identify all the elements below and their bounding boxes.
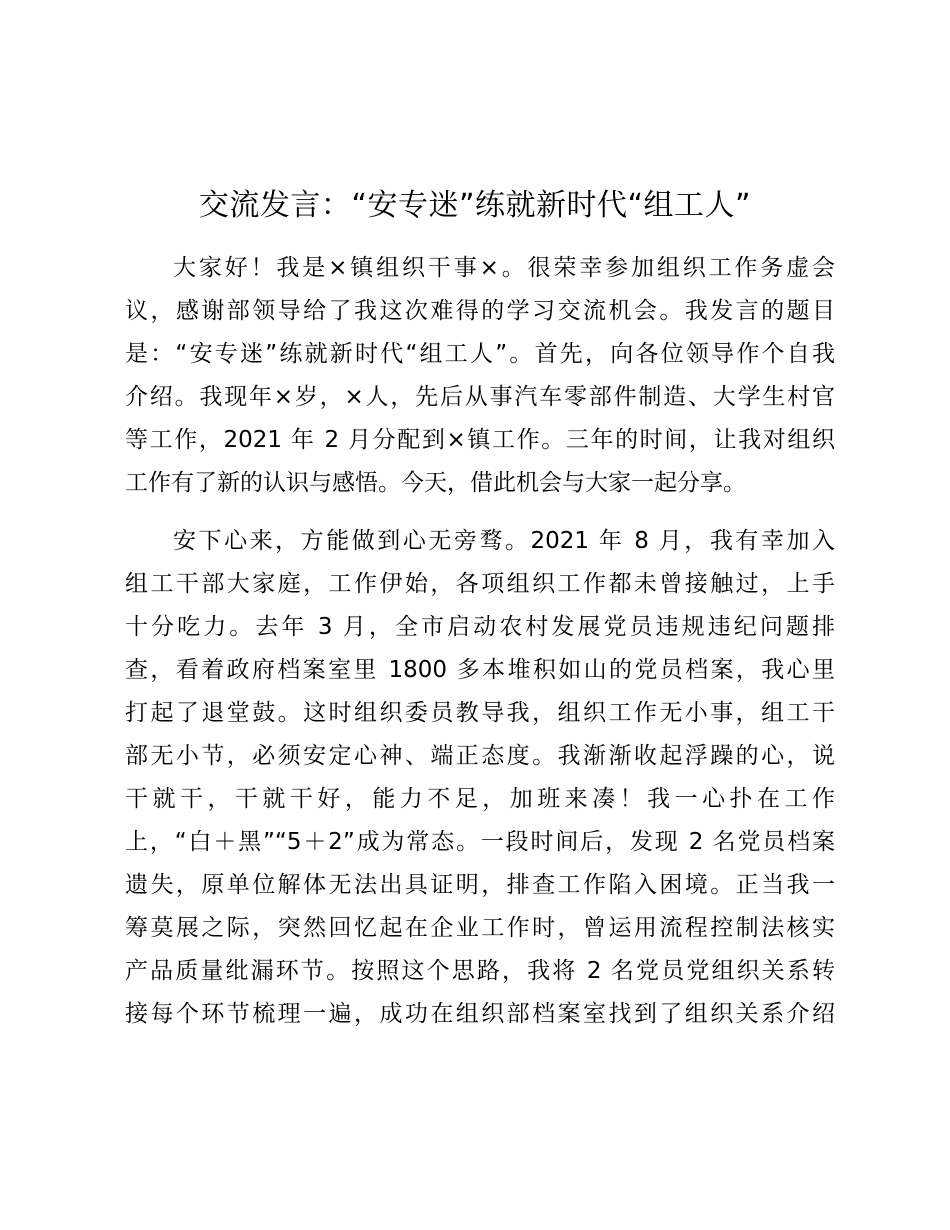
paragraph-line: 接每个环节梳理一遍，成功在组织部档案室找到了组织关系介绍 [125,1001,835,1027]
paragraph-line: 遗失，原单位解体无法出具证明，排查工作陷入困境。正当我一 [125,872,835,898]
paragraph-line: 组工干部大家庭，工作伊始，各项组织工作都未曾接触过，上手 [125,571,835,597]
paragraph-line: 筹莫展之际，突然回忆起在企业工作时，曾运用流程控制法核实 [125,915,835,941]
paragraph-line: 查，看着政府档案室里 1800 多本堆积如山的党员档案，我心里 [125,657,835,683]
paragraph-line: 安下心来，方能做到心无旁骛。2021 年 8 月，我有幸加入 [173,528,835,554]
paragraph-line: 介绍。我现年×岁，×人，先后从事汽车零部件制造、大学生村官 [125,384,835,410]
paragraph-line: 打起了退堂鼓。这时组织委员教导我，组织工作无小事，组工干 [125,700,835,726]
paragraph-line: 产品质量纰漏环节。按照这个思路，我将 2 名党员党组织关系转 [125,958,835,984]
paragraph-line: 等工作，2021 年 2 月分配到×镇工作。三年的时间，让我对组织 [125,427,835,453]
paragraph-line: 干就干，干就干好，能力不足，加班来凑！我一心扑在工作 [125,786,835,812]
document-title: 交流发言：“安专迷”练就新时代“组工人” [198,188,752,223]
paragraph-line: 十分吃力。去年 3 月，全市启动农村发展党员违规违纪问题排 [125,614,835,640]
paragraph-1 [125,247,835,505]
paragraph-line: 部无小节，必须安定心神、端正态度。我渐渐收起浮躁的心，说 [125,743,835,769]
paragraph-line: 议，感谢部领导给了我这次难得的学习交流机会。我发言的题目 [125,298,835,324]
paragraph-line: 大家好！我是×镇组织干事×。很荣幸参加组织工作务虚会 [173,255,835,281]
paragraph-line: 是：“安专迷”练就新时代“组工人”。首先，向各位领导作个自我 [125,341,835,367]
paragraph-2 [125,520,835,1036]
paragraph-line: 上，“白＋黑”“5＋2”成为常态。一段时间后，发现 2 名党员档案 [125,829,835,855]
paragraph-line: 工作有了新的认识与感悟。今天，借此机会与大家一起分享。 [125,470,746,496]
